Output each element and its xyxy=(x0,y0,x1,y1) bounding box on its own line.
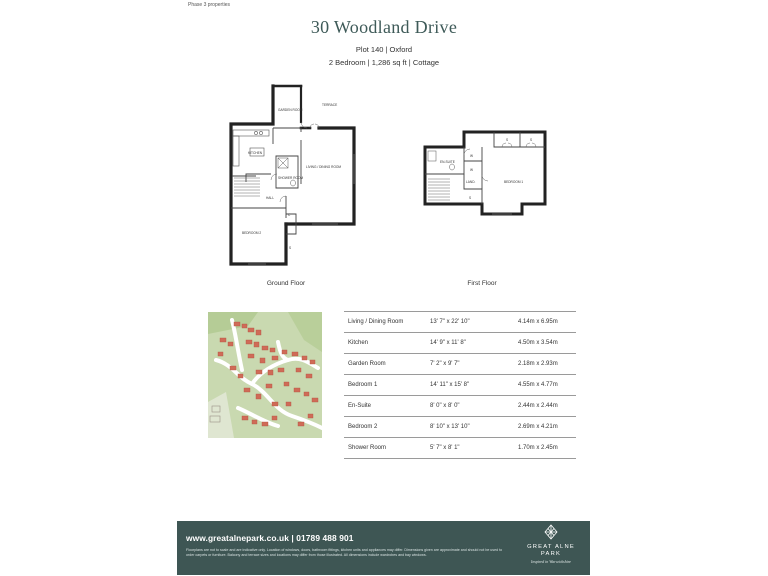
great-alne-park-logo xyxy=(515,524,587,572)
room-imperial: 14' 9" x 11' 8" xyxy=(426,333,514,354)
landing-label: LAND. xyxy=(466,180,476,184)
room-name: Bedroom 1 xyxy=(344,375,426,396)
room-metric: 2.18m x 2.93m xyxy=(514,354,576,375)
table-row xyxy=(344,333,576,354)
hall-label: HALL xyxy=(266,196,274,200)
room-name: Bedroom 2 xyxy=(344,417,426,438)
table-row xyxy=(344,438,576,459)
site-map xyxy=(208,312,322,438)
phase-label: Phase 3 properties xyxy=(188,2,230,8)
store-label-1: S xyxy=(506,138,509,142)
property-title: 30 Woodland Drive xyxy=(310,17,458,37)
room-imperial: 8' 10" x 13' 10" xyxy=(426,417,514,438)
ground-floor-plan xyxy=(226,84,358,266)
room-imperial: 8' 0" x 8' 0" xyxy=(426,396,514,417)
wardrobe-label-2: W xyxy=(470,168,474,172)
room-name: Kitchen xyxy=(344,333,426,354)
wardrobe-label-1: W xyxy=(470,154,474,158)
brand-tagline: Inspired in Warwickshire xyxy=(531,559,571,564)
ground-floor-label: Ground Floor xyxy=(266,280,306,287)
shower-room-label: SHOWER ROOM xyxy=(278,176,304,180)
footer-banner xyxy=(177,521,590,575)
first-floor-label: First Floor xyxy=(467,280,497,287)
garden-room-label: GARDEN ROOM xyxy=(278,108,303,112)
disclaimer-text: Floorplans are not to scale and are indicative only. Location of windows, doors, bathroom fittings, kitchen units and appliances may differ. Dimensions given are approximate and should not be used to order carpets or furniture. Balcony and terrace sizes and locations may differ from those illustrated. All dimensions include wardrobes and bay windows. xyxy=(186,548,503,557)
terrace-label: TERRACE xyxy=(322,103,338,107)
room-name: Shower Room xyxy=(344,438,426,459)
bedroom1-label: BEDROOM 1 xyxy=(504,180,524,184)
room-metric: 1.70m x 2.45m xyxy=(514,438,576,459)
table-row xyxy=(344,375,576,396)
cupboard-label: C xyxy=(288,213,291,217)
room-name: Garden Room xyxy=(344,354,426,375)
room-imperial: 5' 7" x 8' 1" xyxy=(426,438,514,459)
living-dining-label: LIVING / DINING ROOM xyxy=(306,165,342,169)
room-imperial: 7' 2" x 9' 7" xyxy=(426,354,514,375)
bedroom2-label: BEDROOM 2 xyxy=(242,231,262,235)
room-dimensions-table xyxy=(344,311,576,459)
table-row xyxy=(344,396,576,417)
kitchen-label: KITCHEN xyxy=(248,151,262,155)
room-imperial: 14' 11" x 15' 8" xyxy=(426,375,514,396)
store-label-2: S xyxy=(530,138,533,142)
table-row xyxy=(344,417,576,438)
store-label-3: S xyxy=(469,196,472,200)
leaf-icon xyxy=(543,524,559,542)
store-label: S xyxy=(289,246,292,250)
room-metric: 2.44m x 2.44m xyxy=(514,396,576,417)
room-metric: 4.50m x 3.54m xyxy=(514,333,576,354)
brand-line-2: PARK xyxy=(540,551,562,557)
table-row xyxy=(344,312,576,333)
room-metric: 4.55m x 4.77m xyxy=(514,375,576,396)
room-name: Living / Dining Room xyxy=(344,312,426,333)
room-imperial: 13' 7" x 22' 10" xyxy=(426,312,514,333)
room-name: En-Suite xyxy=(344,396,426,417)
first-floor-plan xyxy=(422,129,548,223)
plot-line: Plot 140 | Oxford xyxy=(355,45,413,54)
room-metric: 4.14m x 6.95m xyxy=(514,312,576,333)
brand-line-1: GREAT ALNE xyxy=(527,544,575,550)
room-metric: 2.69m x 4.21m xyxy=(514,417,576,438)
contact-link[interactable]: www.greatalnepark.co.uk | 01789 488 901 xyxy=(186,533,354,543)
en-suite-label: EN-SUITE xyxy=(440,160,455,164)
spec-line: 2 Bedroom | 1,286 sq ft | Cottage xyxy=(328,58,440,67)
table-row xyxy=(344,354,576,375)
